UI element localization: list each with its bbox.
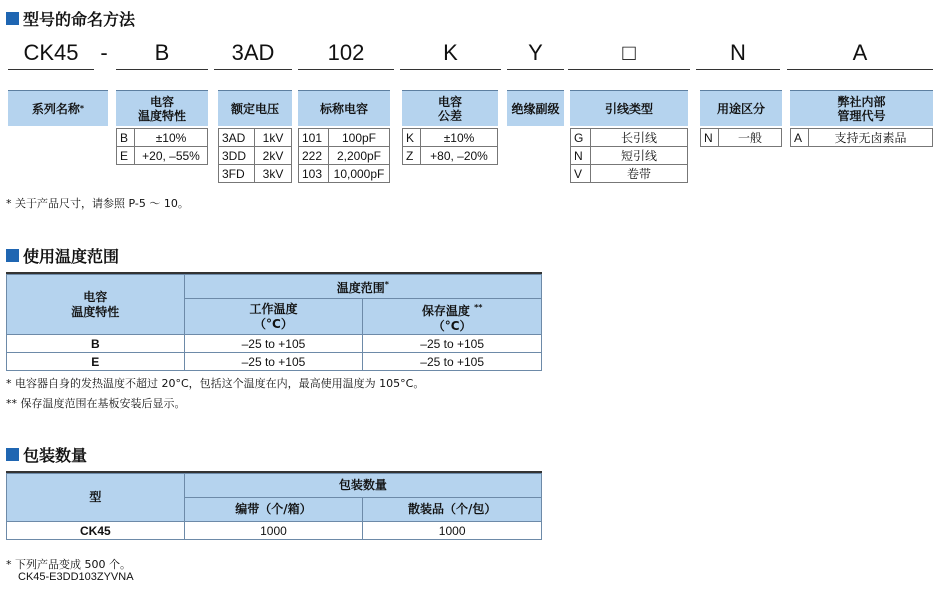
header-usage: 用途区分 bbox=[700, 90, 782, 126]
packaging-table bbox=[6, 473, 542, 540]
code-underline bbox=[116, 69, 208, 70]
table-row bbox=[219, 147, 292, 165]
value-cell: 支持无卤素品 bbox=[809, 129, 933, 147]
value-cell: 1kV bbox=[255, 129, 292, 147]
code-cell: K bbox=[403, 129, 421, 147]
tolerance-table bbox=[402, 128, 498, 165]
value-cell: ±10% bbox=[421, 129, 498, 147]
cell: –25 to +105 bbox=[363, 353, 542, 371]
header-temp-char: 电容 温度特性 bbox=[116, 90, 208, 126]
section-title-temp bbox=[6, 245, 119, 265]
value-cell: +20, –55% bbox=[135, 147, 208, 165]
code-cell: 103 bbox=[299, 165, 329, 183]
table-row bbox=[571, 129, 688, 147]
col-storage-temp bbox=[363, 299, 542, 335]
header-text: 系列名称 bbox=[31, 101, 80, 116]
code-underline bbox=[400, 69, 501, 70]
code-cell: E bbox=[117, 147, 135, 165]
code-cell: Z bbox=[403, 147, 421, 165]
code-voltage: 3AD bbox=[231, 40, 275, 65]
table-row bbox=[219, 165, 292, 183]
section-title-naming bbox=[6, 8, 135, 28]
code-cell: V bbox=[571, 165, 591, 183]
square-bullet-icon bbox=[6, 249, 19, 262]
cell: CK45 bbox=[7, 522, 185, 540]
table-header-row bbox=[7, 275, 542, 299]
code-underline bbox=[8, 69, 94, 70]
header-text: 保存温度 bbox=[421, 303, 470, 318]
code-underline bbox=[568, 69, 690, 70]
header-unit: （°C） bbox=[432, 318, 472, 333]
header-lead: 引线类型 bbox=[570, 90, 688, 126]
value-cell: 10,000pF bbox=[329, 165, 390, 183]
table-row bbox=[791, 129, 933, 147]
footnote-part-number: CK45-E3DD103ZYVNA bbox=[18, 571, 134, 583]
usage-table bbox=[700, 128, 782, 147]
cell: –25 to +105 bbox=[184, 335, 363, 353]
table-row bbox=[117, 129, 208, 147]
table-row bbox=[701, 129, 782, 147]
cell: –25 to +105 bbox=[363, 335, 542, 353]
code-series: CK45 bbox=[23, 40, 79, 65]
footnote-500: * 下列产品变成 500 个。 bbox=[6, 558, 131, 571]
col-group-temp-range bbox=[184, 275, 541, 299]
section-title-text: 包装数量 bbox=[23, 445, 88, 465]
table-row bbox=[299, 129, 390, 147]
code-tol: K bbox=[443, 40, 458, 65]
header-capacitance: 标称电容 bbox=[298, 90, 390, 126]
code-cell: N bbox=[701, 129, 719, 147]
code-usage: N bbox=[730, 40, 746, 65]
footnote-size: * 关于产品尺寸，请参照 P-5 ～ 10。 bbox=[6, 197, 189, 210]
col-group-quantity: 包装数量 bbox=[184, 474, 541, 498]
value-cell: 3kV bbox=[255, 165, 292, 183]
code-internal: A bbox=[852, 40, 868, 65]
col-bulk: 散装品（个/包） bbox=[363, 498, 542, 522]
temp-char-table bbox=[116, 128, 208, 165]
square-bullet-icon bbox=[6, 448, 19, 461]
square-bullet-icon bbox=[6, 12, 19, 25]
table-row bbox=[7, 335, 542, 353]
value-cell: 一般 bbox=[719, 129, 782, 147]
code-cell: 222 bbox=[299, 147, 329, 165]
code-underline bbox=[214, 69, 292, 70]
value-cell: 短引线 bbox=[591, 147, 688, 165]
code-insulation: Y bbox=[528, 40, 543, 65]
footnote-self-heating: * 电容器自身的发热温度不超过 20°C，包括这个温度在内，最高使用温度为 105°C。 bbox=[6, 377, 425, 390]
code-underline bbox=[507, 69, 564, 70]
code-cell: G bbox=[571, 129, 591, 147]
table-row bbox=[403, 129, 498, 147]
table-row bbox=[299, 165, 390, 183]
cell: B bbox=[7, 335, 185, 353]
section-title-text: 型号的命名方法 bbox=[23, 9, 136, 29]
value-cell: 2,200pF bbox=[329, 147, 390, 165]
code-cell: 101 bbox=[299, 129, 329, 147]
footnote-storage: ** 保存温度范围在基板安装后显示。 bbox=[6, 397, 186, 410]
cell: –25 to +105 bbox=[184, 353, 363, 371]
table-row bbox=[219, 129, 292, 147]
header-voltage: 额定电压 bbox=[218, 90, 292, 126]
header-series bbox=[8, 90, 108, 126]
capacitance-table bbox=[298, 128, 390, 183]
header-internal: 弊社内部 管理代号 bbox=[790, 90, 933, 126]
value-cell: +80, –20% bbox=[421, 147, 498, 165]
cell: E bbox=[7, 353, 185, 371]
code-underline bbox=[696, 69, 780, 70]
section-title-text: 使用温度范围 bbox=[23, 246, 120, 266]
footnote-mark: ** bbox=[474, 302, 483, 312]
table-row bbox=[299, 147, 390, 165]
section-title-packaging bbox=[6, 444, 87, 464]
col-type: 型 bbox=[7, 474, 185, 522]
value-cell: 卷带 bbox=[591, 165, 688, 183]
value-cell: 100pF bbox=[329, 129, 390, 147]
value-cell: 长引线 bbox=[591, 129, 688, 147]
code-cap: 102 bbox=[327, 40, 365, 65]
code-cell: B bbox=[117, 129, 135, 147]
header-tolerance: 电容 公差 bbox=[402, 90, 498, 126]
value-cell: ±10% bbox=[135, 129, 208, 147]
internal-table bbox=[790, 128, 933, 147]
code-underline bbox=[298, 69, 394, 70]
col-tape: 编带（个/箱） bbox=[184, 498, 363, 522]
table-row bbox=[7, 353, 542, 371]
lead-table bbox=[570, 128, 688, 183]
table-header-row bbox=[7, 474, 542, 498]
table-row bbox=[117, 147, 208, 165]
footnote-mark: * bbox=[79, 103, 85, 113]
code-cell: 3AD bbox=[219, 129, 255, 147]
value-cell: 2kV bbox=[255, 147, 292, 165]
code-cell: 3FD bbox=[219, 165, 255, 183]
code-cell: A bbox=[791, 129, 809, 147]
temp-range-table bbox=[6, 274, 542, 371]
header-text: 温度范围 bbox=[336, 281, 385, 295]
col-temp-char: 电容 温度特性 bbox=[7, 275, 185, 335]
footnote-mark: * bbox=[384, 280, 389, 289]
header-insulation: 绝缘副级 bbox=[507, 90, 564, 126]
col-operating-temp: 工作温度 （°C） bbox=[184, 299, 363, 335]
code-dash: - bbox=[100, 40, 108, 65]
table-row bbox=[571, 147, 688, 165]
table-row bbox=[403, 147, 498, 165]
table-row bbox=[571, 165, 688, 183]
code-cell: 3DD bbox=[219, 147, 255, 165]
cell: 1000 bbox=[363, 522, 542, 540]
voltage-table bbox=[218, 128, 292, 183]
code-lead: □ bbox=[622, 40, 636, 65]
table-row bbox=[7, 522, 542, 540]
code-cell: N bbox=[571, 147, 591, 165]
cell: 1000 bbox=[184, 522, 363, 540]
code-temp: B bbox=[154, 40, 170, 65]
code-underline bbox=[787, 69, 933, 70]
